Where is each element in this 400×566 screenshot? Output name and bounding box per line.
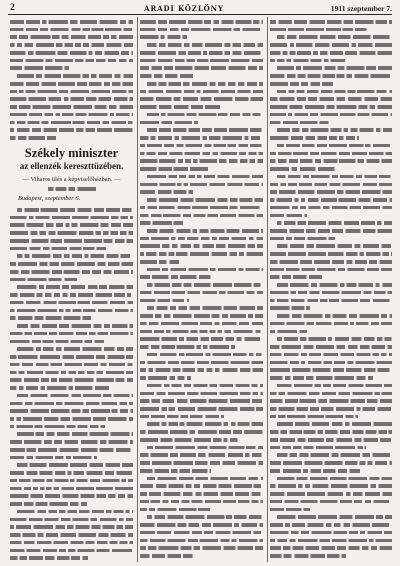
text-line (140, 128, 263, 132)
text-line (270, 500, 392, 504)
text-line (270, 330, 392, 334)
text-line (270, 291, 392, 295)
text-line (10, 51, 133, 55)
text-line (140, 500, 263, 504)
text-line (140, 353, 263, 357)
text-line (270, 484, 392, 488)
text-line (140, 492, 263, 496)
text-line (140, 337, 263, 341)
text-line (140, 198, 263, 202)
text-line (270, 206, 392, 210)
text-line (10, 525, 133, 529)
text-line (10, 518, 133, 522)
text-line (270, 175, 392, 179)
text-line (10, 556, 133, 560)
text-line (10, 409, 133, 413)
text-line (140, 43, 263, 47)
text-line (140, 484, 263, 488)
text-line (10, 90, 133, 94)
text-line (10, 285, 133, 289)
text-line (270, 554, 392, 558)
text-line (140, 260, 263, 264)
text-line (140, 477, 263, 481)
text-line (10, 309, 133, 313)
text-line (140, 167, 263, 171)
text-line (140, 214, 263, 218)
text-line (270, 314, 392, 318)
text-line (270, 268, 392, 272)
text-line (270, 35, 392, 39)
text-line (10, 82, 133, 86)
text-line (270, 190, 392, 194)
text-line (270, 221, 392, 225)
text-line (140, 384, 263, 388)
text-line (270, 539, 392, 543)
page-number: 2 (10, 3, 15, 13)
text-line (10, 316, 133, 320)
text-line (10, 340, 133, 344)
text-line (140, 306, 263, 310)
text-line (270, 43, 392, 47)
text-line (270, 90, 392, 94)
text-line (140, 508, 263, 512)
text-line (270, 515, 392, 519)
text-line (270, 244, 392, 248)
text-line (10, 301, 133, 305)
text-line (270, 492, 392, 496)
text-line (10, 231, 133, 235)
text-line (270, 121, 392, 125)
text-line (270, 508, 392, 512)
text-line (140, 376, 263, 380)
text-line (10, 293, 133, 297)
column-rule-1 (137, 17, 138, 562)
text-line (270, 361, 392, 365)
column-1 (10, 0, 133, 566)
text-line (270, 113, 392, 117)
text-line (10, 347, 133, 351)
text-line (10, 74, 133, 78)
text-line (140, 152, 263, 156)
text-line (270, 82, 392, 86)
text-line (140, 361, 263, 365)
text-line (10, 332, 133, 336)
text-line (140, 268, 263, 272)
text-line (270, 461, 392, 465)
text-line (140, 523, 263, 527)
text-line (140, 20, 263, 24)
text-line (10, 402, 133, 406)
text-line (270, 546, 392, 550)
text-line (270, 368, 392, 372)
text-line (270, 283, 392, 287)
text-line (270, 275, 392, 279)
text-line (140, 314, 263, 318)
text-line (10, 432, 133, 436)
text-line (140, 554, 263, 558)
text-line (270, 59, 392, 63)
text-line (10, 239, 133, 243)
text-line (10, 471, 133, 475)
text-line (270, 74, 392, 78)
column-2 (140, 0, 263, 566)
text-line (270, 469, 392, 473)
text-line (270, 128, 392, 132)
text-line (270, 399, 392, 403)
text-line (270, 97, 392, 101)
text-line (140, 252, 263, 256)
text-line (140, 136, 263, 140)
text-line (270, 322, 392, 326)
subheadline: — Viharos ülés a képviselőházban. — (22, 176, 121, 183)
text-line (10, 417, 133, 421)
text-line (140, 415, 263, 419)
text-line (10, 394, 133, 398)
text-line (10, 363, 133, 367)
text-line (140, 35, 263, 39)
text-line (10, 66, 133, 70)
text-line (270, 167, 392, 171)
text-line (140, 59, 263, 63)
text-line (140, 407, 263, 411)
column-rule-2 (267, 17, 268, 562)
text-line (140, 159, 263, 163)
text-line (140, 430, 263, 434)
text-line (270, 198, 392, 202)
text-line (140, 237, 263, 241)
text-line (140, 461, 263, 465)
text-line (10, 216, 133, 220)
text-line (270, 66, 392, 70)
text-line (10, 223, 133, 227)
text-line (10, 262, 133, 266)
text-line (140, 453, 263, 457)
text-line (140, 368, 263, 372)
text-line (10, 378, 133, 382)
text-line (140, 221, 263, 225)
text-line (270, 384, 392, 388)
text-line (270, 51, 392, 55)
text-line (10, 121, 133, 125)
text-line (270, 229, 392, 233)
text-line (140, 322, 263, 326)
text-line (270, 415, 392, 419)
text-line (140, 515, 263, 519)
text-line (10, 487, 133, 491)
text-line (140, 66, 263, 70)
text-line (140, 345, 263, 349)
text-line (10, 270, 133, 274)
text-line (270, 353, 392, 357)
text-line (140, 275, 263, 279)
text-line (270, 422, 392, 426)
text-line (140, 399, 263, 403)
text-line (10, 463, 133, 467)
text-line (270, 136, 392, 140)
text-line (10, 20, 133, 24)
text-line (140, 299, 263, 303)
text-line (270, 214, 392, 218)
issue-date: 1911 szeptember 7. (330, 4, 392, 13)
text-line (140, 469, 263, 473)
text-line (140, 206, 263, 210)
text-line (140, 531, 263, 535)
text-line (10, 448, 133, 452)
text-line (10, 105, 133, 109)
text-line (10, 494, 133, 498)
text-line (10, 136, 133, 140)
text-line (10, 324, 133, 328)
text-line (140, 446, 263, 450)
text-line (140, 330, 263, 334)
text-line (10, 128, 133, 132)
text-line (140, 144, 263, 148)
text-line (10, 456, 133, 460)
text-line (140, 244, 263, 248)
text-line (140, 97, 263, 101)
text-line (10, 533, 133, 537)
text-line (140, 74, 263, 78)
text-line (270, 337, 392, 341)
text-line (270, 345, 392, 349)
text-line (140, 283, 263, 287)
text-line (270, 299, 392, 303)
text-line (270, 531, 392, 535)
text-line (140, 113, 263, 117)
text-line (270, 523, 392, 527)
text-line (10, 43, 133, 47)
text-line (270, 446, 392, 450)
text-line (140, 121, 263, 125)
text-line (10, 254, 133, 258)
text-line (140, 190, 263, 194)
text-line (10, 247, 133, 251)
text-line (10, 35, 133, 39)
text-line (10, 355, 133, 359)
text-line (140, 82, 263, 86)
text-line (10, 425, 133, 429)
text-line (10, 113, 133, 117)
text-line (10, 479, 133, 483)
text-line (270, 438, 392, 442)
text-line (140, 539, 263, 543)
text-line (140, 175, 263, 179)
text-line (270, 392, 392, 396)
text-line (140, 422, 263, 426)
text-line (10, 510, 133, 514)
headline: Székely miniszter (24, 146, 119, 160)
text-line (270, 237, 392, 241)
text-line (140, 90, 263, 94)
text-line (270, 252, 392, 256)
text-line (270, 28, 392, 32)
text-line (270, 407, 392, 411)
text-line (10, 549, 133, 553)
text-line (270, 477, 392, 481)
column-3 (270, 0, 392, 566)
byline (48, 187, 96, 191)
text-line (10, 541, 133, 545)
text-line (140, 183, 263, 187)
text-line (140, 392, 263, 396)
text-line (140, 546, 263, 550)
text-line (270, 105, 392, 109)
text-line (270, 183, 392, 187)
text-line (10, 386, 133, 390)
text-line (10, 28, 133, 32)
text-line (270, 453, 392, 457)
text-line (10, 97, 133, 101)
text-line (270, 306, 392, 310)
text-line (10, 440, 133, 444)
text-line (270, 144, 392, 148)
text-line (140, 291, 263, 295)
text-line (140, 51, 263, 55)
text-line (10, 208, 133, 212)
text-line (270, 376, 392, 380)
text-line (10, 502, 133, 506)
text-line (10, 278, 133, 282)
text-line (140, 438, 263, 442)
text-line (270, 152, 392, 156)
text-line (10, 371, 133, 375)
headline-second-line: az ellenzék kereszttüzében. (19, 161, 124, 171)
text-line (140, 229, 263, 233)
text-line (270, 159, 392, 163)
text-line (270, 430, 392, 434)
dateline: Budapest, szeptember 6. (18, 195, 81, 202)
text-line (10, 59, 133, 63)
text-line (140, 28, 263, 32)
text-line (270, 260, 392, 264)
text-line (140, 105, 263, 109)
masthead: ARADI KÖZLÖNY (144, 4, 224, 13)
text-line (270, 20, 392, 24)
